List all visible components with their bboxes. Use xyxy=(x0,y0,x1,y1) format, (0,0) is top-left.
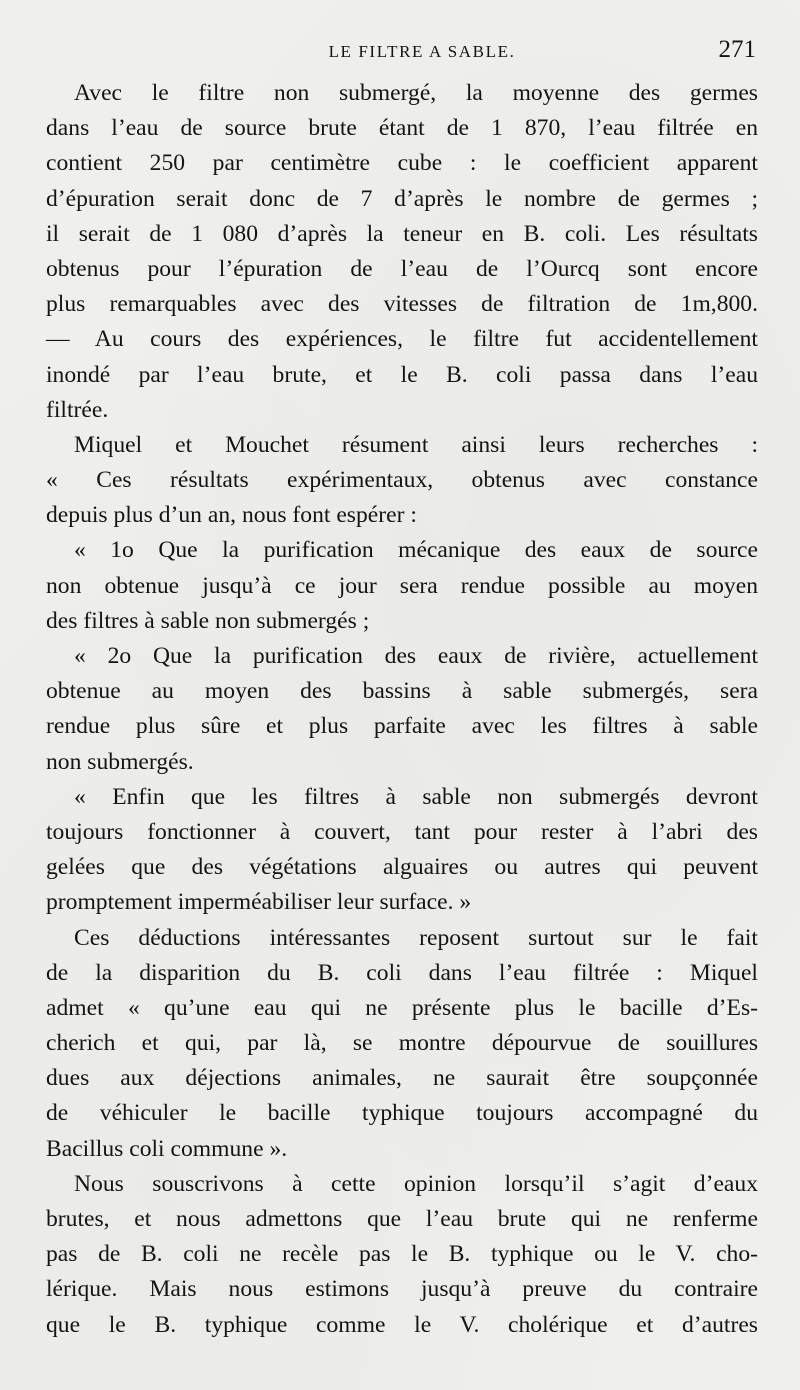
text-line: « 2o Que la purification des eaux de rivière, actuellement xyxy=(74,643,758,669)
text-line: depuis plus d’un an, nous font espérer : xyxy=(46,502,417,529)
text-line: « Enfin que les filtres à sable non submergés devront xyxy=(74,783,758,810)
text-line: obtenus pour l’épuration de l’eau de l’Ourcq sont encore xyxy=(46,255,758,282)
running-head xyxy=(46,30,758,76)
text-line: des filtres à sable non submergés ; xyxy=(46,607,370,634)
text-line: obtenue au moyen des bassins à sable submergés, sera xyxy=(46,678,758,705)
book-page xyxy=(46,30,758,1370)
paragraph xyxy=(46,428,758,534)
running-title: LE FILTRE A SABLE. xyxy=(328,42,516,61)
text-line: de véhiculer le bacille typhique toujours accompagné du xyxy=(46,1100,758,1127)
text-line: dues aux déjections animales, ne saurait être soupçonnée xyxy=(46,1065,758,1092)
text-line: filtrée. xyxy=(46,396,109,423)
text-line: brutes, et nous admettons que l’eau brute qui ne renferme xyxy=(46,1206,758,1232)
page-number: 271 xyxy=(718,36,756,63)
text-line: plus remarquables avec des vitesses de filtration de 1m,800. xyxy=(46,291,758,318)
paragraph xyxy=(46,780,758,921)
text-line: rendue plus sûre et plus parfaite avec les filtres à sable xyxy=(46,713,758,740)
text-line: non submergés. xyxy=(46,748,194,775)
text-line: « Ces résultats expérimentaux, obtenus avec constance xyxy=(46,467,758,494)
text-line: gelées que des végétations alguaires ou autres qui peuvent xyxy=(46,854,758,881)
text-line: Miquel et Mouchet résument ainsi leurs recherches : xyxy=(74,431,758,458)
text-line: non obtenue jusqu’à ce jour sera rendue possible au moyen xyxy=(46,572,758,599)
text-line: Ces déductions intéressantes reposent surtout sur le fait xyxy=(74,924,758,951)
text-line: Nous souscrivons à cette opinion lorsqu’il s’agit d’eaux xyxy=(74,1170,758,1197)
text-line: lérique. Mais nous estimons jusqu’à preuve du contraire xyxy=(46,1276,758,1303)
text-line: toujours fonctionner à couvert, tant pour rester à l’abri des xyxy=(46,818,758,845)
text-line: cherich et qui, par là, se montre dépourvue de souillures xyxy=(46,1030,758,1057)
text-line: admet « qu’une eau qui ne présente plus le bacille d’Es- xyxy=(46,994,758,1021)
text-line: dans l’eau de source brute étant de 1 870, l’eau filtrée en xyxy=(46,115,758,142)
paragraph xyxy=(46,921,758,1167)
paragraph xyxy=(46,1167,758,1343)
text-line: promptement imperméabiliser leur surface. » xyxy=(46,889,472,916)
paragraph xyxy=(46,76,758,428)
text-line: — Au cours des expériences, le filtre fut accidentellement xyxy=(46,326,758,353)
text-line: « 1o Que la purification mécanique des eaux de source xyxy=(74,537,758,564)
text-line: que le B. typhique comme le V. cholérique et d’autres xyxy=(46,1311,758,1338)
paragraph xyxy=(46,639,758,780)
text-line: de la disparition du B. coli dans l’eau filtrée : Miquel xyxy=(46,959,758,986)
text-line: Avec le filtre non submergé, la moyenne des germes xyxy=(74,80,758,106)
text-line: il serait de 1 080 d’après la teneur en B. coli. Les résultats xyxy=(46,220,758,247)
paragraph xyxy=(46,533,758,639)
text-line: d’épuration serait donc de 7 d’après le nombre de germes ; xyxy=(46,185,758,212)
text-line: pas de B. coli ne recèle pas le B. typhique ou le V. cho- xyxy=(46,1241,758,1268)
body-text xyxy=(46,76,758,1343)
text-line: contient 250 par centimètre cube : le coefficient apparent xyxy=(46,150,758,177)
text-line: inondé par l’eau brute, et le B. coli passa dans l’eau xyxy=(46,361,758,388)
text-line: Bacillus coli commune ». xyxy=(46,1135,288,1162)
